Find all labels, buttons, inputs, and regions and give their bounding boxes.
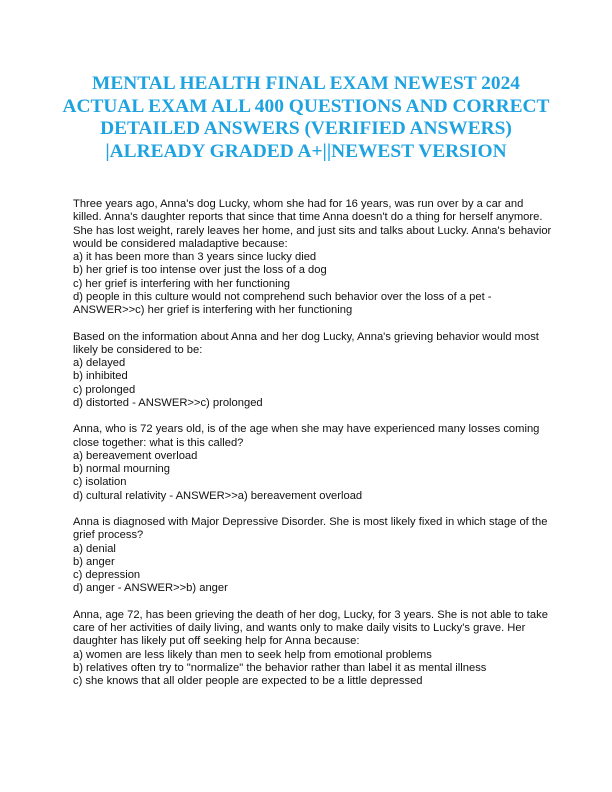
answer-option: d) people in this culture would not comprehend such behavior over the loss of a pet - ANSWER>>c) her grief is interfering with her functioning [73,290,492,316]
question-block [73,423,553,503]
question-block [73,198,553,317]
question-stem: Based on the information about Anna and her dog Lucky, Anna's grieving behavior would most likely be considered to be: [73,330,539,356]
answer-option: c) depression [73,569,141,582]
question-stem: Three years ago, Anna's dog Lucky, whom she had for 16 years, was run over by a car and killed. Anna's daughter reports that since that time Anna doesn't do a thing for herself anymore. She has lost weight, rarely leaves her home, and just sits and talks about Lucky. Anna's behavior would be considered maladaptive because: [73,198,552,250]
answer-option: c) prolonged [73,383,136,396]
answer-option: c) her grief is interfering with her functioning [73,277,291,290]
answer-option: a) women are less likely than men to seek help from emotional problems [73,648,432,661]
answer-option: a) denial [73,542,116,555]
answer-option: a) bereavement overload [73,449,198,462]
answer-option: d) anger - ANSWER>>b) anger [73,582,228,595]
question-stem: Anna, who is 72 years old, is of the age when she may have experienced many losses coming close together: what is this called? [73,423,540,449]
answer-option: d) cultural relativity - ANSWER>>a) bereavement overload [73,489,363,502]
question-block [73,516,553,596]
answer-option: c) she knows that all older people are expected to be a little depressed [73,675,423,688]
document-title: MENTAL HEALTH FINAL EXAM NEWEST 2024 ACTUAL EXAM ALL 400 QUESTIONS AND CORRECT DETAILED ANSWERS (VERIFIED ANSWERS) |ALREADY GRADED A+||NEWEST VERSION [62,73,550,162]
answer-option: b) her grief is too intense over just the loss of a dog [73,264,327,277]
answer-option: d) distorted - ANSWER>>c) prolonged [73,396,263,409]
answer-option: a) delayed [73,357,126,370]
question-block [73,331,553,411]
answer-option: b) anger [73,555,115,568]
question-block [73,609,553,689]
answer-option: b) inhibited [73,370,128,383]
answer-option: b) normal mourning [73,463,171,476]
answer-option: a) it has been more than 3 years since lucky died [73,251,317,263]
question-stem: Anna, age 72, has been grieving the death of her dog, Lucky, for 3 years. She is not able to take care of her activities of daily living, and wants only to make daily visits to Lucky's grave. Her daughter has likely put off seeking help for Anna because: [73,608,548,648]
question-list [73,198,553,702]
question-stem: Anna is diagnosed with Major Depressive Disorder. She is most likely fixed in which stage of the grief process? [73,516,548,542]
answer-option: b) relatives often try to "normalize" the behavior rather than label it as mental illness [73,661,487,674]
answer-option: c) isolation [73,476,127,489]
